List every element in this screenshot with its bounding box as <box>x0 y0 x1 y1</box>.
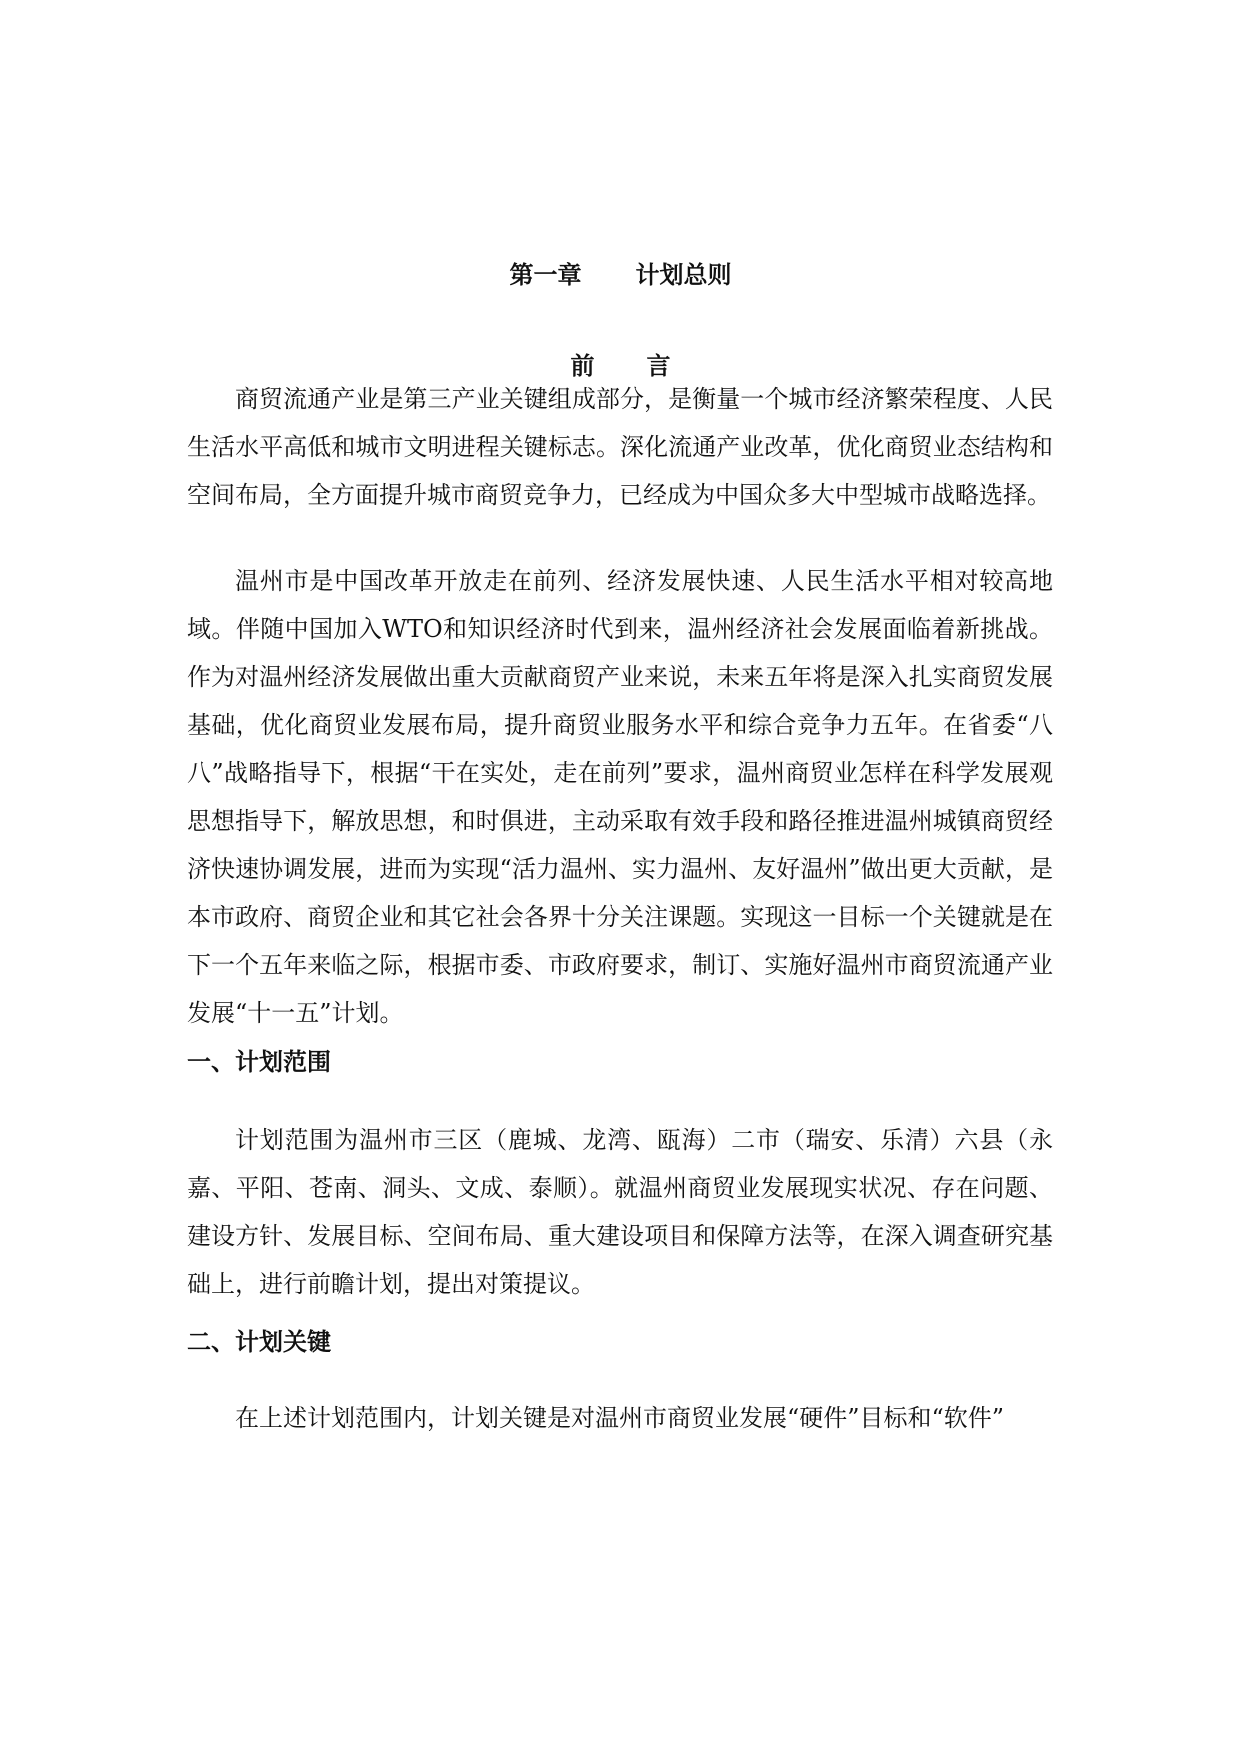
section-text-key: 在上述计划范围内，计划关键是对温州市商贸业发展“硬件”目标和“软件” <box>235 1404 1005 1432</box>
paragraph-2: 温州市是中国改革开放走在前列、经济发展快速、人民生活水平相对较高地域。伴随中国加入WTO和知识经济时代到来，温州经济社会发展面临着新挑战。作为对温州经济发展做出重大贡献商贸产业来说，未来五年将是深入扎实商贸发展基础，优化商贸业发展布局，提升商贸业服务水平和综合竞争力五年。在省委“八八”战略指导下，根据“干在实处，走在前列”要求，温州商贸业怎样在科学发展观思想指导下，解放思想，和时俱进，主动采取有效手段和路径推进温州城镇商贸经济快速协调发展，进而为实现“活力温州、实力温州、友好温州”做出更大贡献，是本市政府、商贸企业和其它社会各界十分关注课题。实现这一目标一个关键就是在下一个五年来临之际，根据市委、市政府要求，制订、实施好温州市商贸流通产业发展“十一五”计划。 <box>187 567 1053 1027</box>
preface-char-2: 言 <box>646 351 671 380</box>
section-text-scope: 计划范围为温州市三区（鹿城、龙湾、瓯海）二市（瑞安、乐清）六县（永嘉、平阳、苍南、洞头、文成、泰顺）。就温州商贸业发展现实状况、存在问题、建设方针、发展目标、空间布局、重大建设项目和保障方法等，在深入调查研究基础上，进行前瞻计划，提出对策提议。 <box>187 1126 1053 1298</box>
paragraph-1: 商贸流通产业是第三产业关键组成部分，是衡量一个城市经济繁荣程度、人民生活水平高低和城市文明进程关键标志。深化流通产业改革，优化商贸业态结构和空间布局，全方面提升城市商贸竞争力，已经成为中国众多大中型城市战略选择。 <box>187 385 1053 509</box>
preface-char-1: 前 <box>570 351 595 380</box>
chapter-title <box>0 258 1241 292</box>
chapter-name: 计划总则 <box>635 260 732 289</box>
chapter-number: 第一章 <box>509 260 582 289</box>
section-heading-key: 二、计划关键 <box>187 1327 331 1356</box>
section-heading-scope: 一、计划范围 <box>187 1047 331 1076</box>
